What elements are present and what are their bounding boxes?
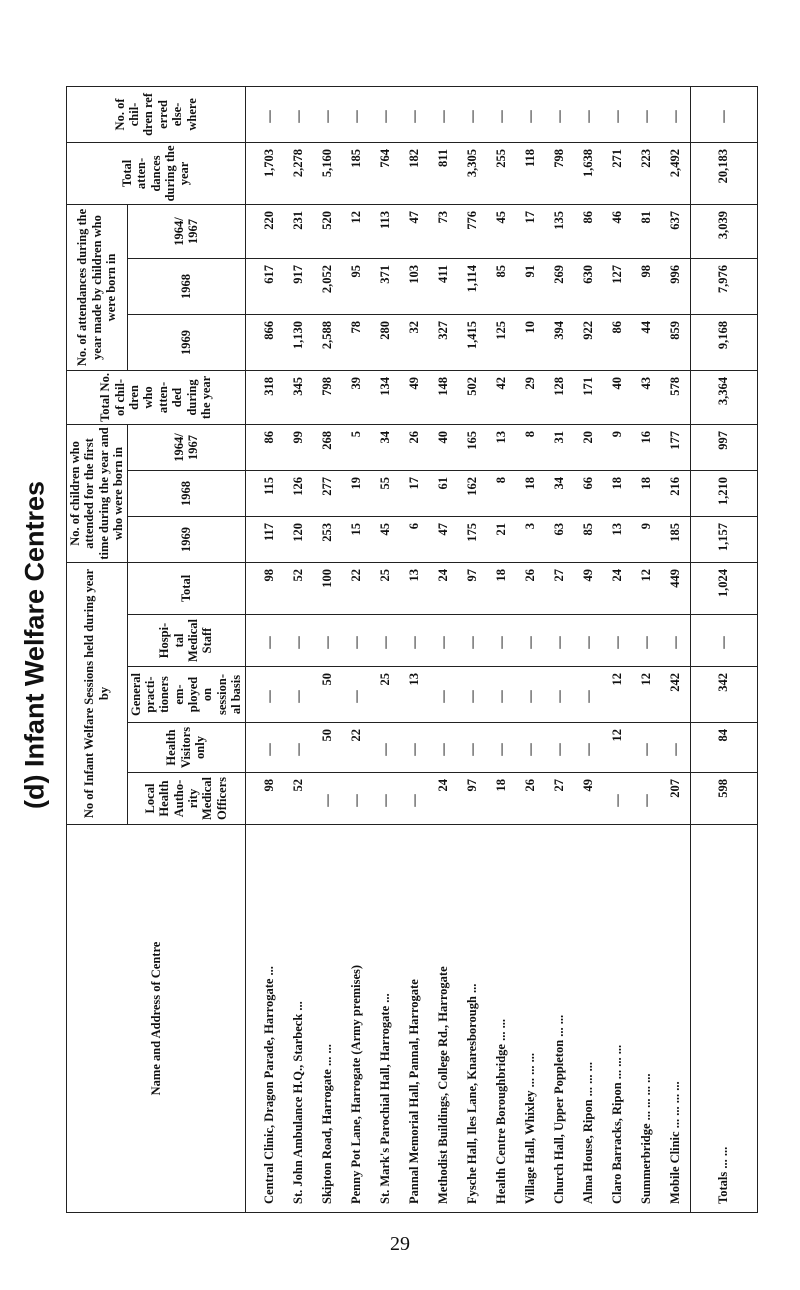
value-cell: 97 xyxy=(458,562,487,614)
value-cell: 12 xyxy=(342,204,371,258)
value-cell: — xyxy=(313,86,342,142)
value-cell: 86 xyxy=(245,424,284,470)
value-cell: 520 xyxy=(313,204,342,258)
value-cell: 6 xyxy=(400,516,429,562)
value-cell: — xyxy=(342,773,371,825)
value-cell: 47 xyxy=(400,204,429,258)
value-cell: 271 xyxy=(603,142,632,204)
value-cell: 12 xyxy=(603,723,632,773)
table-row xyxy=(574,86,603,1212)
centre-name-cell: Summerbridge ... ... ... ... xyxy=(632,825,661,1213)
value-cell: — xyxy=(313,773,342,825)
value-cell: 1,415 xyxy=(458,314,487,370)
value-cell: 63 xyxy=(545,516,574,562)
value-cell: 44 xyxy=(632,314,661,370)
value-cell: 371 xyxy=(371,258,400,314)
value-cell: 34 xyxy=(545,470,574,516)
value-cell: 22 xyxy=(342,723,371,773)
value-cell: 73 xyxy=(429,204,458,258)
centre-name-cell: Health Centre Boroughbridge ... ... xyxy=(487,825,516,1213)
value-cell: 811 xyxy=(429,142,458,204)
value-cell: — xyxy=(545,723,574,773)
value-cell: 9,168 xyxy=(690,314,757,370)
value-cell: 242 xyxy=(661,667,691,723)
value-cell: — xyxy=(487,667,516,723)
value-cell: 13 xyxy=(603,516,632,562)
value-cell: — xyxy=(313,615,342,667)
col-header-first-1969: 1969 xyxy=(127,516,245,562)
value-cell: 20,183 xyxy=(690,142,757,204)
value-cell: — xyxy=(342,615,371,667)
value-cell: 185 xyxy=(661,516,691,562)
value-cell: 13 xyxy=(487,424,516,470)
col-header-total-attendances: Total atten- dances during the year xyxy=(67,142,246,204)
centre-name-cell: Penny Pot Lane, Harrogate (Army premises) xyxy=(342,825,371,1213)
value-cell: 578 xyxy=(661,370,691,424)
value-cell: 20 xyxy=(574,424,603,470)
value-cell: 118 xyxy=(516,142,545,204)
col-header-first-time-group: No. of children who attended for the first time during the year and who were born in xyxy=(67,424,128,562)
rotated-table-container xyxy=(66,87,734,1213)
value-cell: 162 xyxy=(458,470,487,516)
header-row-group xyxy=(67,86,128,1212)
table-row xyxy=(603,86,632,1212)
value-cell: — xyxy=(690,86,757,142)
value-cell: 630 xyxy=(574,258,603,314)
value-cell: 98 xyxy=(632,258,661,314)
value-cell: 798 xyxy=(313,370,342,424)
col-header-attendances-group: No. of attendances during the year made by children who were born in xyxy=(67,204,128,370)
value-cell: — xyxy=(603,86,632,142)
value-cell: 177 xyxy=(661,424,691,470)
value-cell: — xyxy=(632,615,661,667)
value-cell: 18 xyxy=(603,470,632,516)
value-cell: 113 xyxy=(371,204,400,258)
centre-name-cell: Pannal Memorial Hall, Pannal, Harrogate xyxy=(400,825,429,1213)
value-cell: 9 xyxy=(603,424,632,470)
value-cell: 5,160 xyxy=(313,142,342,204)
value-cell: 40 xyxy=(603,370,632,424)
value-cell: — xyxy=(574,86,603,142)
table-row xyxy=(400,86,429,1212)
value-cell: 43 xyxy=(632,370,661,424)
value-cell: 98 xyxy=(245,562,284,614)
value-cell: 24 xyxy=(429,562,458,614)
infant-welfare-table xyxy=(66,86,758,1213)
value-cell: 2,052 xyxy=(313,258,342,314)
value-cell: 3,364 xyxy=(690,370,757,424)
value-cell: — xyxy=(487,86,516,142)
value-cell: 29 xyxy=(516,370,545,424)
value-cell: 86 xyxy=(574,204,603,258)
table-row xyxy=(371,86,400,1212)
value-cell: 637 xyxy=(661,204,691,258)
value-cell: — xyxy=(400,723,429,773)
centre-name-cell: Mobile Clinic ... ... ... ... xyxy=(661,825,691,1213)
value-cell: 997 xyxy=(690,424,757,470)
value-cell: 18 xyxy=(487,562,516,614)
value-cell: 922 xyxy=(574,314,603,370)
table-row xyxy=(458,86,487,1212)
table-row xyxy=(245,86,284,1212)
value-cell: — xyxy=(245,86,284,142)
value-cell: 135 xyxy=(545,204,574,258)
col-header-attend-1969: 1969 xyxy=(127,314,245,370)
value-cell: 52 xyxy=(284,562,313,614)
value-cell: 1,703 xyxy=(245,142,284,204)
value-cell: — xyxy=(400,615,429,667)
value-cell: — xyxy=(661,723,691,773)
value-cell: — xyxy=(429,667,458,723)
value-cell: 42 xyxy=(487,370,516,424)
col-header-attend-1964-1967: 1964/ 1967 xyxy=(127,204,245,258)
value-cell: 165 xyxy=(458,424,487,470)
value-cell: 1,114 xyxy=(458,258,487,314)
value-cell: 103 xyxy=(400,258,429,314)
centre-name-cell: Church Hall, Upper Poppleton ... ... xyxy=(545,825,574,1213)
col-header-lha-officers: Local Health Autho- rity Medical Officers xyxy=(127,773,245,825)
value-cell: 27 xyxy=(545,562,574,614)
value-cell: — xyxy=(458,667,487,723)
centre-name-cell: Alma House, Ripon ... ... ... xyxy=(574,825,603,1213)
value-cell: 24 xyxy=(603,562,632,614)
value-cell: 859 xyxy=(661,314,691,370)
centre-name-cell: Totals ... ... xyxy=(690,825,757,1213)
value-cell: 85 xyxy=(574,516,603,562)
value-cell: 50 xyxy=(313,667,342,723)
value-cell: 1,638 xyxy=(574,142,603,204)
table-row xyxy=(632,86,661,1212)
value-cell: 120 xyxy=(284,516,313,562)
value-cell: 1,130 xyxy=(284,314,313,370)
table-row xyxy=(342,86,371,1212)
value-cell: — xyxy=(400,86,429,142)
value-cell: 764 xyxy=(371,142,400,204)
value-cell: 25 xyxy=(371,562,400,614)
centre-name-cell: Central Clinic, Dragon Parade, Harrogate ... xyxy=(245,825,284,1213)
value-cell: — xyxy=(284,86,313,142)
value-cell: 148 xyxy=(429,370,458,424)
value-cell: 502 xyxy=(458,370,487,424)
value-cell: 268 xyxy=(313,424,342,470)
value-cell: — xyxy=(245,667,284,723)
value-cell: 996 xyxy=(661,258,691,314)
value-cell: — xyxy=(400,773,429,825)
value-cell: — xyxy=(284,667,313,723)
table-row xyxy=(487,86,516,1212)
centre-name-cell: Skipton Road, Harrogate ... ... xyxy=(313,825,342,1213)
value-cell: 31 xyxy=(545,424,574,470)
page-number: 29 xyxy=(390,1233,410,1255)
value-cell: 25 xyxy=(371,667,400,723)
value-cell: 45 xyxy=(371,516,400,562)
value-cell: 45 xyxy=(487,204,516,258)
col-header-name: Name and Address of Centre xyxy=(67,825,246,1213)
value-cell: — xyxy=(429,86,458,142)
value-cell: 5 xyxy=(342,424,371,470)
value-cell: — xyxy=(371,86,400,142)
value-cell: 175 xyxy=(458,516,487,562)
value-cell: 128 xyxy=(545,370,574,424)
value-cell: — xyxy=(632,723,661,773)
value-cell: 98 xyxy=(245,773,284,825)
value-cell: 32 xyxy=(400,314,429,370)
value-cell: 49 xyxy=(574,773,603,825)
centre-name-cell: Methodist Buildings, College Rd., Harrogate xyxy=(429,825,458,1213)
value-cell: 2,588 xyxy=(313,314,342,370)
value-cell: — xyxy=(661,615,691,667)
value-cell: — xyxy=(245,723,284,773)
value-cell: 34 xyxy=(371,424,400,470)
centre-name-cell: Village Hall, Whixley ... ... ... xyxy=(516,825,545,1213)
value-cell: — xyxy=(284,615,313,667)
value-cell: 1,157 xyxy=(690,516,757,562)
page-heading: (d) Infant Welfare Centres xyxy=(19,480,50,810)
value-cell: 55 xyxy=(371,470,400,516)
value-cell: — xyxy=(516,723,545,773)
value-cell: 95 xyxy=(342,258,371,314)
centre-name-cell: St. Mark's Parochial Hall, Harrogate ... xyxy=(371,825,400,1213)
table-body xyxy=(245,86,757,1212)
value-cell: 342 xyxy=(690,667,757,723)
col-header-attend-1968: 1968 xyxy=(127,258,245,314)
value-cell: — xyxy=(516,86,545,142)
value-cell: 13 xyxy=(400,667,429,723)
value-cell: — xyxy=(429,615,458,667)
value-cell: 8 xyxy=(516,424,545,470)
value-cell: — xyxy=(245,615,284,667)
value-cell: 100 xyxy=(313,562,342,614)
value-cell: — xyxy=(516,667,545,723)
value-cell: 18 xyxy=(632,470,661,516)
value-cell: 231 xyxy=(284,204,313,258)
value-cell: 2,278 xyxy=(284,142,313,204)
value-cell: — xyxy=(632,86,661,142)
value-cell: 47 xyxy=(429,516,458,562)
value-cell: — xyxy=(516,615,545,667)
value-cell: — xyxy=(574,723,603,773)
table-row xyxy=(429,86,458,1212)
table-row xyxy=(661,86,691,1212)
value-cell: 798 xyxy=(545,142,574,204)
value-cell: 223 xyxy=(632,142,661,204)
col-header-sessions-group: No of Infant Welfare Sessions held during year by xyxy=(67,562,128,824)
value-cell: 253 xyxy=(313,516,342,562)
value-cell: 171 xyxy=(574,370,603,424)
col-header-hospital-staff: Hospi- tal Medical Staff xyxy=(127,615,245,667)
value-cell: 269 xyxy=(545,258,574,314)
value-cell: 220 xyxy=(245,204,284,258)
value-cell: 207 xyxy=(661,773,691,825)
value-cell: 12 xyxy=(632,562,661,614)
centre-name-cell: St. John Ambulance H.Q., Starbeck ... xyxy=(284,825,313,1213)
value-cell: 91 xyxy=(516,258,545,314)
value-cell: 84 xyxy=(690,723,757,773)
value-cell: 12 xyxy=(632,667,661,723)
value-cell: 318 xyxy=(245,370,284,424)
value-cell: — xyxy=(487,723,516,773)
value-cell: 277 xyxy=(313,470,342,516)
value-cell: 598 xyxy=(690,773,757,825)
value-cell: — xyxy=(545,86,574,142)
value-cell: 18 xyxy=(487,773,516,825)
value-cell: 49 xyxy=(574,562,603,614)
value-cell: 126 xyxy=(284,470,313,516)
value-cell: 27 xyxy=(545,773,574,825)
value-cell: — xyxy=(545,615,574,667)
value-cell: 117 xyxy=(245,516,284,562)
value-cell: 39 xyxy=(342,370,371,424)
value-cell: — xyxy=(342,86,371,142)
value-cell: 52 xyxy=(284,773,313,825)
value-cell: — xyxy=(487,615,516,667)
value-cell: 3 xyxy=(516,516,545,562)
value-cell: 3,039 xyxy=(690,204,757,258)
value-cell: 394 xyxy=(545,314,574,370)
value-cell: 26 xyxy=(516,562,545,614)
value-cell: 16 xyxy=(632,424,661,470)
col-header-referred: No. of chil- dren ref erred else- where xyxy=(67,86,246,142)
value-cell: 13 xyxy=(400,562,429,614)
col-header-total-children: Total No. of chil- dren who atten- ded during the year xyxy=(67,370,246,424)
value-cell: 26 xyxy=(516,773,545,825)
value-cell: 22 xyxy=(342,562,371,614)
centre-name-cell: Fysche Hall, Iles Lane, Knaresborough ... xyxy=(458,825,487,1213)
value-cell: 1,210 xyxy=(690,470,757,516)
value-cell: 449 xyxy=(661,562,691,614)
value-cell: — xyxy=(458,86,487,142)
value-cell: 7,976 xyxy=(690,258,757,314)
table-row xyxy=(313,86,342,1212)
table-row xyxy=(545,86,574,1212)
value-cell: 1,024 xyxy=(690,562,757,614)
value-cell: — xyxy=(690,615,757,667)
value-cell: 86 xyxy=(603,314,632,370)
value-cell: 9 xyxy=(632,516,661,562)
value-cell: 17 xyxy=(516,204,545,258)
value-cell: 19 xyxy=(342,470,371,516)
col-header-first-1968: 1968 xyxy=(127,470,245,516)
value-cell: 182 xyxy=(400,142,429,204)
centre-name-cell: Claro Barracks, Ripon ... ... ... xyxy=(603,825,632,1213)
value-cell: — xyxy=(574,667,603,723)
value-cell: 127 xyxy=(603,258,632,314)
value-cell: 345 xyxy=(284,370,313,424)
value-cell: 3,305 xyxy=(458,142,487,204)
col-header-sessions-total: Total xyxy=(127,562,245,614)
value-cell: — xyxy=(545,667,574,723)
value-cell: 411 xyxy=(429,258,458,314)
value-cell: — xyxy=(603,615,632,667)
value-cell: 24 xyxy=(429,773,458,825)
col-header-first-1964-1967: 1964/ 1967 xyxy=(127,424,245,470)
totals-row xyxy=(690,86,757,1212)
value-cell: 115 xyxy=(245,470,284,516)
value-cell: — xyxy=(458,615,487,667)
value-cell: 327 xyxy=(429,314,458,370)
value-cell: — xyxy=(632,773,661,825)
value-cell: 917 xyxy=(284,258,313,314)
col-header-health-visitors: Health Visitors only xyxy=(127,723,245,773)
value-cell: — xyxy=(371,615,400,667)
value-cell: 81 xyxy=(632,204,661,258)
value-cell: — xyxy=(342,667,371,723)
value-cell: 21 xyxy=(487,516,516,562)
value-cell: 776 xyxy=(458,204,487,258)
value-cell: 66 xyxy=(574,470,603,516)
value-cell: 8 xyxy=(487,470,516,516)
value-cell: 255 xyxy=(487,142,516,204)
value-cell: 280 xyxy=(371,314,400,370)
table-row xyxy=(284,86,313,1212)
col-header-general-practitioners: General practi- tioners em- ployed on session- al basis xyxy=(127,667,245,723)
value-cell: 15 xyxy=(342,516,371,562)
value-cell: — xyxy=(429,723,458,773)
value-cell: 85 xyxy=(487,258,516,314)
value-cell: 125 xyxy=(487,314,516,370)
value-cell: — xyxy=(371,723,400,773)
value-cell: 216 xyxy=(661,470,691,516)
value-cell: 46 xyxy=(603,204,632,258)
value-cell: 866 xyxy=(245,314,284,370)
table-row xyxy=(516,86,545,1212)
value-cell: 97 xyxy=(458,773,487,825)
value-cell: 61 xyxy=(429,470,458,516)
value-cell: — xyxy=(458,723,487,773)
value-cell: 185 xyxy=(342,142,371,204)
value-cell: 17 xyxy=(400,470,429,516)
value-cell: — xyxy=(284,723,313,773)
value-cell: — xyxy=(371,773,400,825)
value-cell: 12 xyxy=(603,667,632,723)
value-cell: 78 xyxy=(342,314,371,370)
value-cell: 10 xyxy=(516,314,545,370)
value-cell: 2,492 xyxy=(661,142,691,204)
value-cell: — xyxy=(603,773,632,825)
value-cell: 18 xyxy=(516,470,545,516)
value-cell: 617 xyxy=(245,258,284,314)
value-cell: — xyxy=(661,86,691,142)
value-cell: 50 xyxy=(313,723,342,773)
value-cell: 99 xyxy=(284,424,313,470)
value-cell: 26 xyxy=(400,424,429,470)
value-cell: 40 xyxy=(429,424,458,470)
value-cell: 134 xyxy=(371,370,400,424)
value-cell: — xyxy=(574,615,603,667)
value-cell: 49 xyxy=(400,370,429,424)
